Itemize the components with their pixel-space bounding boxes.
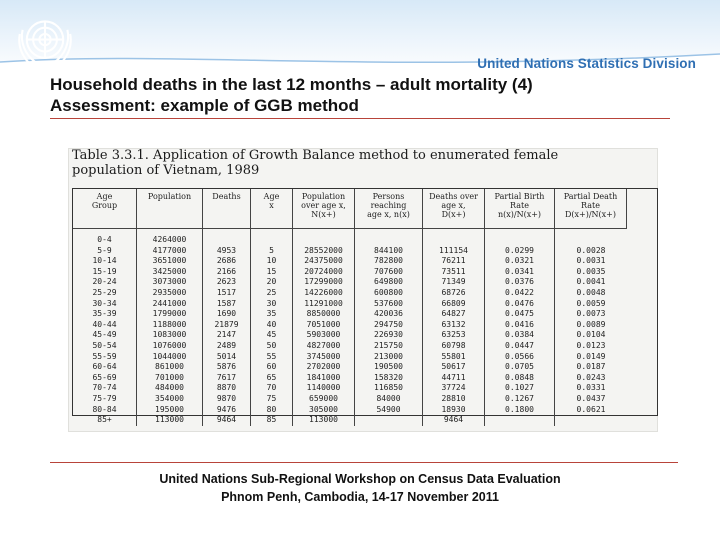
table-cell: 0.1027 [505, 383, 534, 393]
table-cell: 70-74 [92, 383, 117, 393]
table-cell: 782800 [374, 256, 403, 266]
table-cell: 5876 [216, 362, 237, 372]
table-cell: 73511 [441, 266, 466, 276]
table-cell: 50-54 [92, 340, 117, 350]
table-cell: 50 [266, 340, 277, 350]
table-cell: 0.0123 [576, 340, 606, 350]
table-cell [423, 235, 484, 246]
table-cell: 1841000 [306, 372, 341, 382]
table-cell: 0.0422 [505, 287, 534, 297]
table-cell: 60798 [441, 340, 466, 350]
table-cell: 2166 [216, 266, 237, 276]
table-cell: 25 [266, 287, 277, 297]
table-cell: 65 [266, 372, 277, 382]
table-cell: 55 [266, 351, 277, 361]
table-cell: 40-44 [92, 319, 117, 329]
table-cell: 1587 [216, 298, 237, 308]
header-age-x: Age x [251, 189, 293, 229]
table-cell: 28552000 [304, 245, 343, 255]
table-cell: 0.0187 [576, 362, 606, 372]
table-cell: 0.0376 [505, 277, 534, 287]
table-cell: 9476 [216, 404, 237, 414]
un-emblem-logo [10, 6, 80, 76]
table-cell: 45 [266, 330, 277, 340]
table-cell: 60 [266, 362, 277, 372]
table-cell: 4264000 [152, 235, 187, 244]
table-cell [485, 415, 554, 426]
table-cell: 55-59 [92, 351, 117, 361]
table-cell: 1083000 [152, 330, 187, 340]
table-cell: 0.0104 [576, 330, 606, 340]
table-cell: 0.0149 [576, 351, 606, 361]
table-cell: 0.0048 [576, 287, 606, 297]
table-cell: 0.0437 [576, 393, 606, 403]
header-partial-death-rate: Partial Death Rate D(x+)/N(x+) [555, 189, 627, 229]
table-cell: 0.0416 [505, 319, 534, 329]
table-cell: 0.0243 [576, 372, 606, 382]
column-persons-reaching [355, 229, 423, 426]
table-cell: 2686 [216, 256, 237, 266]
table-cell: 420036 [374, 309, 403, 319]
table-cell: 63132 [441, 319, 466, 329]
column-population [137, 229, 203, 426]
table-cell: 4827000 [306, 340, 341, 350]
table-cell: 484000 [155, 383, 184, 393]
table-cell [355, 235, 422, 246]
table-cell: 50617 [441, 362, 466, 372]
table-cell: 116850 [374, 383, 403, 393]
data-table [72, 188, 658, 425]
table-cell: 60-64 [92, 362, 117, 372]
table-cell: 0.0073 [576, 309, 606, 319]
table-cell: 80 [266, 404, 277, 414]
table-cell: 20-24 [92, 277, 117, 287]
table-cell: 659000 [309, 393, 338, 403]
table-cell: 9464 [216, 415, 237, 425]
table-cell: 158320 [374, 372, 403, 382]
table-cell: 0.0031 [576, 256, 606, 266]
table-cell [485, 235, 554, 246]
table-cell: 0.0331 [576, 383, 606, 393]
table-cell: 15-19 [92, 266, 117, 276]
table-cell: 1517 [216, 287, 237, 297]
header-deaths: Deaths [203, 189, 251, 229]
table-cell: 2935000 [152, 287, 187, 297]
table-cell: 15 [266, 266, 277, 276]
table-cell: 1044000 [152, 351, 187, 361]
table-cell: 0.0476 [505, 298, 534, 308]
table-cell: 649800 [374, 277, 403, 287]
table-cell: 5903000 [306, 330, 341, 340]
table-cell: 0.0621 [576, 404, 606, 414]
table-caption: Table 3.3.1. Application of Growth Balance method to enumerated female population of Vietnam, 1989 [72, 148, 559, 178]
table-cell: 18930 [441, 404, 466, 414]
table-cell: 113000 [309, 415, 338, 425]
table-cell: 0.0705 [505, 362, 534, 372]
header-persons-reaching: Persons reaching age x, n(x) [355, 189, 423, 229]
table-cell: 0.0089 [576, 319, 606, 329]
table-cell [555, 235, 627, 246]
table-cell: 305000 [309, 404, 338, 414]
table-cell [293, 235, 354, 246]
footer-divider [50, 462, 678, 463]
table-cell: 5014 [216, 351, 237, 361]
table-cell: 11291000 [304, 298, 343, 308]
table-cell: 0.1800 [505, 404, 534, 414]
table-cell: 80-84 [92, 404, 117, 414]
column-partial-birth-rate [485, 229, 555, 426]
table-cell: 37724 [441, 383, 466, 393]
table-cell: 2489 [216, 340, 237, 350]
table-cell: 0.0475 [505, 309, 534, 319]
table-cell: 0.0035 [576, 266, 606, 276]
table-cell: 9464 [443, 415, 464, 425]
slide-title [50, 74, 690, 116]
table-cell: 0.0566 [505, 351, 534, 361]
table-cell: 84000 [376, 393, 401, 403]
table-cell: 0.0384 [505, 330, 534, 340]
table-cell: 1690 [216, 309, 237, 319]
column-age-group [73, 229, 137, 426]
table-cell: 707600 [374, 266, 403, 276]
table-cell: 75-79 [92, 393, 117, 403]
table-cell: 0.0321 [505, 256, 534, 266]
slide-title-line-1: Household deaths in the last 12 months – adult mortality (4) [50, 75, 533, 94]
table-cell: 40 [266, 319, 277, 329]
footer-line-2: Phnom Penh, Cambodia, 14-17 November 2011 [221, 490, 499, 504]
table-cell: 5 [269, 245, 274, 255]
table-cell: 8870 [216, 383, 237, 393]
table-cell: 20 [266, 277, 277, 287]
table-cell: 54900 [376, 404, 401, 414]
table-cell: 25-29 [92, 287, 117, 297]
table-cell: 30-34 [92, 298, 117, 308]
header-age-group: Age Group [73, 189, 137, 229]
table-cell: 70 [266, 383, 277, 393]
table-cell: 2702000 [306, 362, 341, 372]
table-cell: 10-14 [92, 256, 117, 266]
table-cell: 85+ [97, 415, 112, 425]
table-cell: 2623 [216, 277, 237, 287]
column-deaths [203, 229, 251, 426]
table-cell [203, 235, 250, 246]
table-cell: 600800 [374, 287, 403, 297]
table-cell [355, 415, 422, 426]
table-cell [251, 235, 292, 246]
table-cell: 35-39 [92, 309, 117, 319]
scanned-table-image [68, 148, 658, 432]
table-cell: 537600 [374, 298, 403, 308]
table-cell: 65-69 [92, 372, 117, 382]
table-cell: 21879 [214, 319, 239, 329]
title-divider [50, 118, 670, 119]
table-cell: 8850000 [306, 309, 341, 319]
table-cell: 226930 [374, 330, 403, 340]
table-cell: 215750 [374, 340, 403, 350]
table-cell: 0.0041 [576, 277, 606, 287]
table-cell: 844100 [374, 245, 403, 255]
slide-title-line-2: Assessment: example of GGB method [50, 96, 359, 115]
table-cell: 0-4 [97, 235, 112, 244]
table-cell: 14226000 [304, 287, 343, 297]
table-cell: 76211 [441, 256, 466, 266]
table-cell: 3073000 [152, 277, 187, 287]
header-population: Population [137, 189, 203, 229]
table-cell: 0.0028 [576, 245, 606, 255]
table-cell: 354000 [155, 393, 184, 403]
table-cell: 4953 [216, 245, 237, 255]
table-cell: 1188000 [152, 319, 187, 329]
table-cell: 7051000 [306, 319, 341, 329]
table-cell: 213000 [374, 351, 403, 361]
table-cell [555, 415, 627, 426]
table-cell: 10 [266, 256, 277, 266]
header-partial-birth-rate: Partial Birth Rate n(x)/N(x+) [485, 189, 555, 229]
table-cell: 5-9 [97, 245, 112, 255]
column-age-x [251, 229, 293, 426]
table-cell: 75 [266, 393, 277, 403]
table-cell: 0.0341 [505, 266, 534, 276]
table-cell: 68726 [441, 287, 466, 297]
table-cell: 0.1267 [505, 393, 534, 403]
division-title: United Nations Statistics Division [477, 56, 696, 71]
table-cell: 28810 [441, 393, 466, 403]
table-cell: 0.0059 [576, 298, 606, 308]
table-cell: 190500 [374, 362, 403, 372]
table-cell: 64827 [441, 309, 466, 319]
table-cell: 71349 [441, 277, 466, 287]
table-cell: 0.0848 [505, 372, 534, 382]
table-cell: 861000 [155, 362, 184, 372]
footer-line-1: United Nations Sub-Regional Workshop on Census Data Evaluation [159, 472, 561, 486]
table-cell: 0.0299 [505, 245, 534, 255]
table-cell: 111154 [439, 245, 468, 255]
header-pop-over-x: Population over age x, N(x+) [293, 189, 355, 229]
column-partial-death-rate [555, 229, 627, 426]
table-cell: 35 [266, 309, 277, 319]
table-cell: 294750 [374, 319, 403, 329]
header-deaths-over-x: Deaths over age x, D(x+) [423, 189, 485, 229]
table-cell: 30 [266, 298, 277, 308]
table-cell: 113000 [155, 415, 184, 425]
table-cell: 701000 [155, 372, 184, 382]
table-cell: 0.0447 [505, 340, 534, 350]
table-cell: 85 [266, 415, 277, 425]
table-cell: 3651000 [152, 256, 187, 266]
column-deaths-over-x [423, 229, 485, 426]
table-cell: 9870 [216, 393, 237, 403]
table-cell: 4177000 [152, 245, 187, 255]
column-pop-over-x [293, 229, 355, 426]
table-cell: 17299000 [304, 277, 343, 287]
table-cell: 3745000 [306, 351, 341, 361]
table-cell: 20724000 [304, 266, 343, 276]
table-cell: 1140000 [306, 383, 341, 393]
table-cell: 45-49 [92, 330, 117, 340]
table-cell: 44711 [441, 372, 466, 382]
table-cell: 55801 [441, 351, 466, 361]
table-cell: 195000 [155, 404, 184, 414]
table-cell: 7617 [216, 372, 237, 382]
table-cell: 3425000 [152, 266, 187, 276]
table-cell: 63253 [441, 330, 466, 340]
table-cell: 2441000 [152, 298, 187, 308]
table-cell: 2147 [216, 330, 237, 340]
table-cell: 1799000 [152, 309, 187, 319]
table-cell: 24375000 [304, 256, 343, 266]
table-cell: 66809 [441, 298, 466, 308]
table-cell: 1076000 [152, 340, 187, 350]
